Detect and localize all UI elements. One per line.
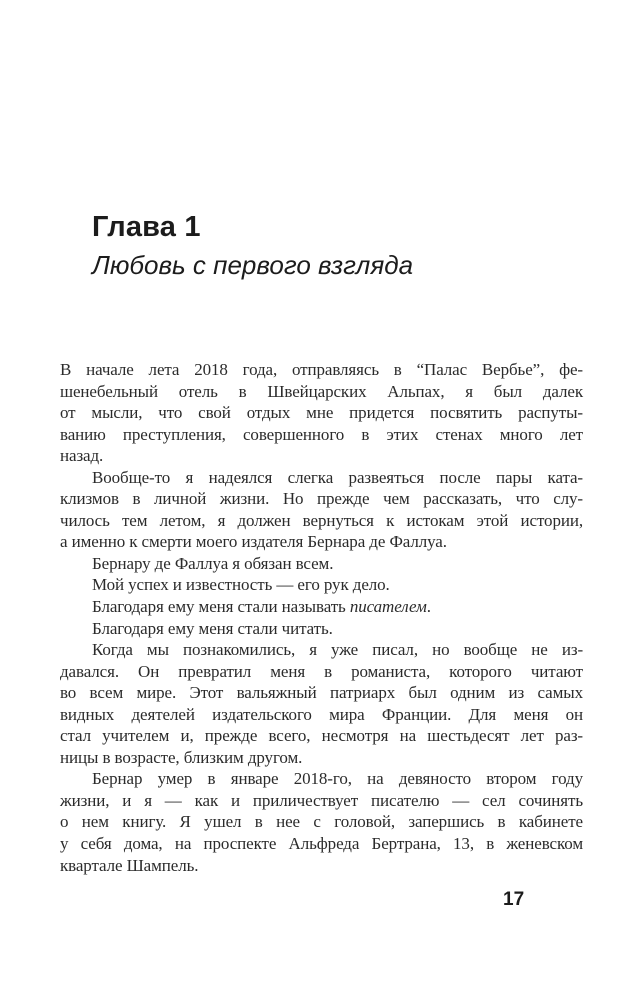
- text-line: Бернар умер в январе 2018-го, на девяносто втором году: [92, 769, 583, 789]
- text-line: во всем мире. Этот вальяжный патриарх был одним из самых: [60, 683, 583, 703]
- chapter-header: [92, 211, 413, 280]
- text-line: ванию преступления, совершенного в этих стенах много лет: [60, 424, 583, 444]
- text-line: ницы в возрасте, близким другом.: [60, 747, 303, 767]
- text-line: клизмов в личной жизни. Но прежде чем рассказать, что слу-: [60, 489, 583, 509]
- text-line: чилось тем летом, я должен вернуться к истокам этой истории,: [60, 510, 583, 530]
- text-line: назад.: [60, 446, 104, 466]
- text-line: Мой успех и известность — его рук дело.: [92, 575, 390, 595]
- text-line: шенебельный отель в Швейцарских Альпах, я был далек: [60, 381, 583, 401]
- text-line: а именно к смерти моего издателя Бернара де Фаллуа.: [60, 532, 447, 552]
- text-line: Благодаря ему меня стали читать.: [92, 618, 333, 638]
- text-line: от мысли, что свой отдых мне придется посвятить распуты-: [60, 403, 583, 423]
- text-line: Вообще-то я надеялся слегка развеяться после пары ката-: [92, 467, 583, 487]
- body-text: [60, 359, 583, 876]
- text-line: В начале лета 2018 года, отправляясь в “Палас Вербье”, фе-: [60, 360, 583, 379]
- text-line: Когда мы познакомились, я уже писал, но вообще не из-: [92, 640, 583, 660]
- chapter-subtitle: Любовь с первого взгляда: [92, 250, 414, 280]
- text-line: жизни, и я — как и приличествует писателю — сел сочинять: [60, 790, 583, 810]
- text-line: видных деятелей издательского мира Франции. Для меня он: [60, 704, 583, 724]
- text-line: давался. Он превратил меня в романиста, которого читают: [60, 661, 583, 681]
- text-line: квартале Шампель.: [60, 855, 199, 875]
- text-line: стал учителем и, прежде всего, несмотря на шестьдесят лет раз-: [60, 726, 583, 746]
- text-line: Бернару де Фаллуа я обязан всем.: [92, 553, 334, 573]
- page-number: 17: [503, 889, 525, 910]
- text-line: о нем книгу. Я ушел в нее с головой, запершись в кабинете: [60, 812, 583, 832]
- chapter-title: Глава 1: [92, 211, 201, 243]
- text-line: Благодаря ему меня стали называть писателем.: [92, 597, 431, 617]
- text-line: у себя дома, на проспекте Альфреда Бертрана, 13, в женевском: [60, 834, 583, 854]
